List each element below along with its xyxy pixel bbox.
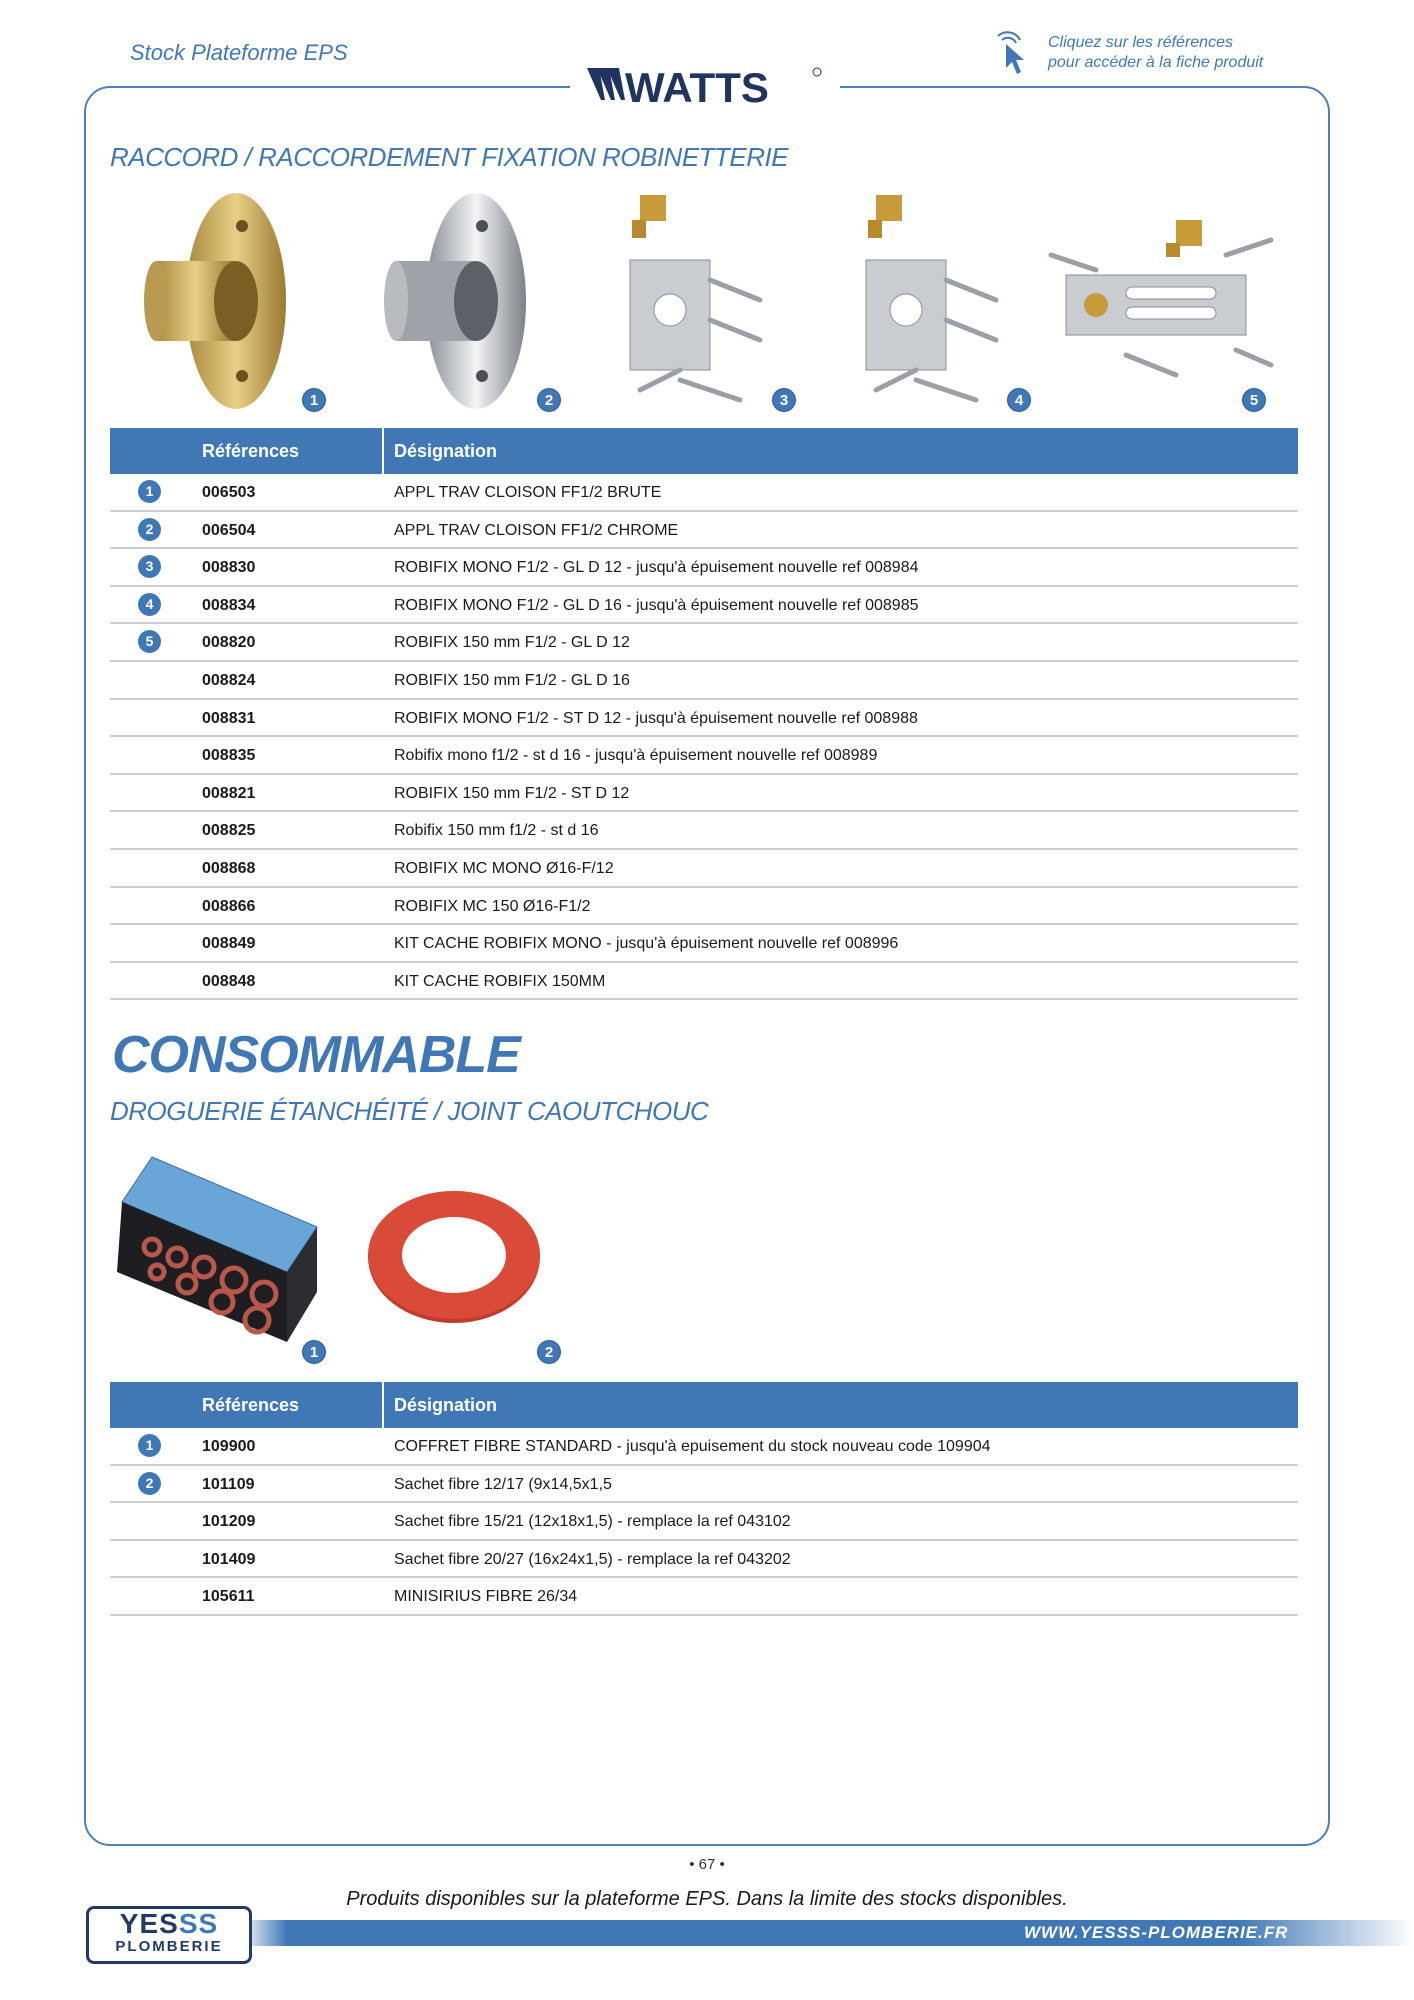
touch-pointer-icon [990, 30, 1034, 78]
help-text [1048, 33, 1263, 73]
table-row [110, 549, 1298, 587]
designation-text: COFFRET FIBRE STANDARD - jusqu'à epuisement du stock nouveau code 109904 [394, 1438, 991, 1455]
help-line-2: pour accéder à la fiche produit [1048, 54, 1264, 71]
reference-link[interactable]: 008825 [202, 822, 256, 840]
watts-logo [585, 62, 825, 112]
logo-text-a: YES [119, 1908, 179, 1939]
column-header-designation: Désignation [394, 1395, 498, 1415]
product-number-3: 3 [772, 388, 796, 412]
table-row [110, 587, 1298, 625]
reference-table-consommable [110, 1382, 1298, 1616]
designation-text: MINISIRIUS FIBRE 26/34 [394, 1588, 578, 1606]
row-product-number: 1 [138, 480, 161, 503]
footer-note: Produits disponibles sur la plateforme EPS. Dans la limite des stocks disponibles. [346, 1888, 1068, 1910]
column-header-designation: Désignation [394, 441, 498, 461]
product-image-coffret[interactable] [112, 1152, 320, 1342]
table-row [110, 662, 1298, 700]
designation-text: Robifix mono f1/2 - st d 16 - jusqu'à épuisement nouvelle ref 008989 [394, 747, 878, 765]
designation-text: ROBIFIX MONO F1/2 - ST D 12 - jusqu'à épuisement nouvelle ref 008988 [394, 709, 918, 727]
logo-text-b: SS [178, 1908, 219, 1939]
reference-link[interactable]: 008868 [202, 859, 256, 877]
reference-link[interactable]: 006504 [202, 521, 256, 539]
logo-text-plomberie: PLOMBERIE [115, 1938, 223, 1955]
reference-link[interactable]: 008830 [202, 559, 256, 577]
designation-text: Sachet fibre 20/27 (16x24x1,5) - remplace la ref 043202 [394, 1550, 791, 1568]
product-image-5[interactable] [1046, 215, 1276, 395]
reference-link[interactable]: 006503 [202, 484, 256, 501]
product-image-3[interactable] [620, 190, 770, 410]
table-row [110, 850, 1298, 888]
designation-text: ROBIFIX MONO F1/2 - GL D 16 - jusqu'à épuisement nouvelle ref 008985 [394, 596, 919, 614]
reference-table-raccord [110, 428, 1298, 1000]
table-row [110, 737, 1298, 775]
designation-text: APPL TRAV CLOISON FF1/2 CHROME [394, 521, 679, 539]
table-row [110, 812, 1298, 850]
row-product-number: 3 [138, 555, 161, 578]
row-product-number: 2 [138, 1472, 161, 1495]
product-number-joint: 2 [537, 1340, 561, 1364]
table-row [110, 1578, 1298, 1616]
table-row [110, 963, 1298, 1001]
product-number-1: 1 [302, 388, 326, 412]
reference-link[interactable]: 008824 [202, 671, 256, 689]
reference-link[interactable]: 101409 [202, 1550, 256, 1568]
row-product-number: 5 [138, 630, 161, 653]
table-row [110, 474, 1298, 512]
row-product-number: 4 [138, 593, 161, 616]
designation-text: ROBIFIX 150 mm F1/2 - GL D 12 [394, 634, 630, 652]
table-row [110, 925, 1298, 963]
header-label: Stock Plateforme EPS [130, 40, 348, 65]
designation-text: Sachet fibre 12/17 (9x14,5x1,5 [394, 1475, 612, 1493]
table-row [110, 1503, 1298, 1541]
table-header [110, 428, 1298, 474]
table-row [110, 1541, 1298, 1579]
table-header [110, 1382, 1298, 1428]
table-body [110, 474, 1298, 1000]
reference-link[interactable]: 008820 [202, 634, 256, 652]
reference-link[interactable]: 008848 [202, 972, 256, 990]
table-row [110, 624, 1298, 662]
row-product-number: 1 [138, 1434, 161, 1457]
reference-link[interactable]: 008866 [202, 897, 256, 915]
reference-link[interactable]: 105611 [202, 1588, 255, 1606]
table-row [110, 775, 1298, 813]
designation-text: Sachet fibre 15/21 (12x18x1,5) - remplace la ref 043102 [394, 1513, 791, 1531]
category-title: CONSOMMABLE [112, 1026, 520, 1084]
table-row [110, 512, 1298, 550]
table-body [110, 1428, 1298, 1616]
reference-link[interactable]: 008835 [202, 747, 256, 765]
column-header-references: Références [202, 441, 300, 461]
designation-text: ROBIFIX MC MONO Ø16-F/12 [394, 859, 614, 877]
reference-link[interactable]: 101109 [202, 1475, 255, 1493]
reference-link[interactable]: 008821 [202, 784, 256, 802]
column-header-references: Références [202, 1395, 300, 1415]
reference-link[interactable]: 101209 [202, 1513, 256, 1531]
section-title-droguerie: DROGUERIE ÉTANCHÉITÉ / JOINT CAOUTCHOUC [110, 1096, 709, 1126]
designation-text: APPL TRAV CLOISON FF1/2 BRUTE [394, 484, 662, 501]
product-number-2: 2 [537, 388, 561, 412]
table-row [110, 888, 1298, 926]
product-image-4[interactable] [856, 190, 1006, 410]
reference-link[interactable]: 008849 [202, 935, 256, 953]
page-number: • 67 • [689, 1856, 725, 1873]
product-number-4: 4 [1007, 388, 1031, 412]
yesss-logo [86, 1906, 252, 1964]
reference-link[interactable]: 008831 [202, 709, 256, 727]
designation-text: KIT CACHE ROBIFIX MONO - jusqu'à épuisement nouvelle ref 008996 [394, 935, 899, 953]
designation-text: ROBIFIX MONO F1/2 - GL D 12 - jusqu'à épuisement nouvelle ref 008984 [394, 559, 919, 577]
table-row [110, 700, 1298, 738]
product-image-joint[interactable] [364, 1185, 544, 1325]
designation-text: ROBIFIX MC 150 Ø16-F1/2 [394, 897, 591, 915]
section-title-raccord: RACCORD / RACCORDEMENT FIXATION ROBINETTERIE [110, 142, 789, 172]
table-row [110, 1466, 1298, 1504]
reference-link[interactable]: 008834 [202, 596, 256, 614]
product-number-coffret: 1 [302, 1340, 326, 1364]
table-row [110, 1428, 1298, 1466]
product-image-2[interactable] [376, 186, 536, 416]
brand-name: WATTS [625, 64, 769, 111]
designation-text: KIT CACHE ROBIFIX 150MM [394, 972, 606, 990]
row-product-number: 2 [138, 518, 161, 541]
product-number-5: 5 [1242, 388, 1266, 412]
help-line-1: Cliquez sur les références [1048, 34, 1233, 51]
product-image-1[interactable] [136, 186, 296, 416]
footer-url-link[interactable]: WWW.YESSS-PLOMBERIE.FR [1024, 1923, 1289, 1942]
designation-text: ROBIFIX 150 mm F1/2 - GL D 16 [394, 671, 630, 689]
designation-text: ROBIFIX 150 mm F1/2 - ST D 12 [394, 784, 630, 802]
reference-link[interactable]: 109900 [202, 1438, 256, 1455]
designation-text: Robifix 150 mm f1/2 - st d 16 [394, 822, 599, 840]
